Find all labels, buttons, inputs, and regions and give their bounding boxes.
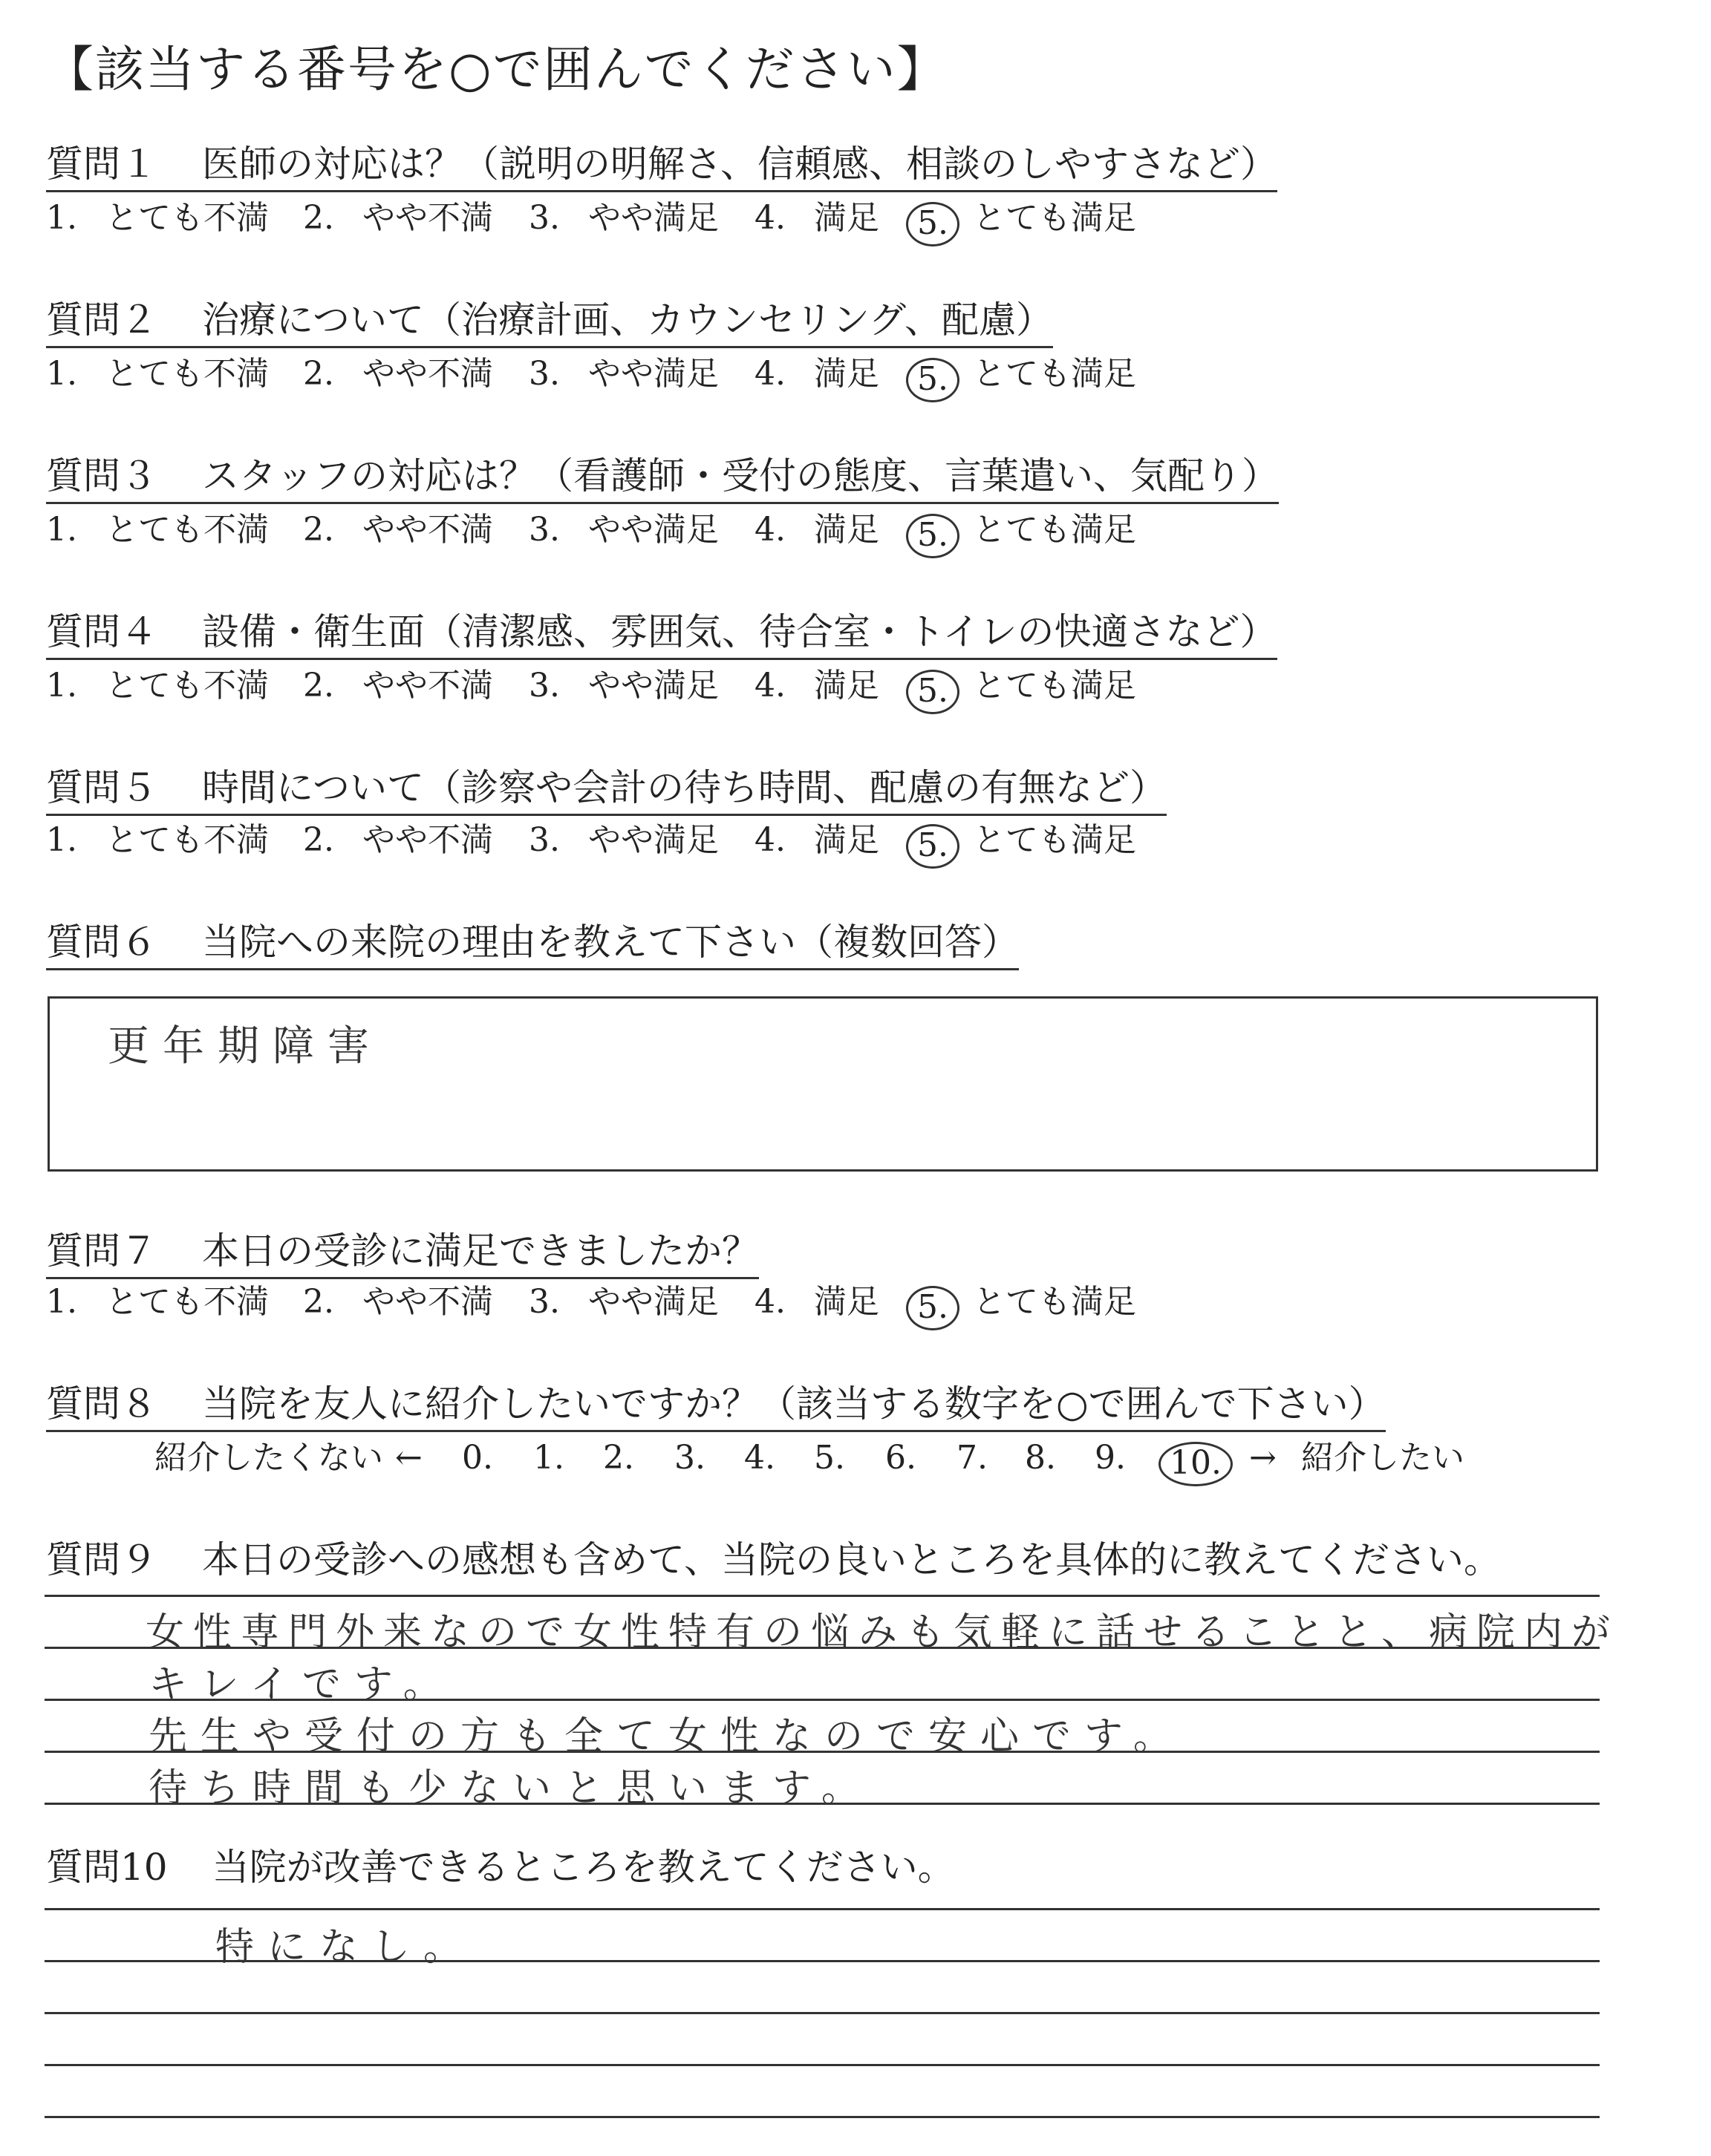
option-4-label[interactable]: 満足 bbox=[814, 511, 879, 549]
question-number: 質問７ bbox=[46, 1229, 157, 1273]
option-4-label[interactable]: 満足 bbox=[814, 821, 879, 859]
scale-option-10-circled[interactable]: 10. bbox=[1158, 1442, 1233, 1486]
option-3-label[interactable]: やや満足 bbox=[588, 199, 719, 237]
option-4-number[interactable]: 4. bbox=[755, 1283, 786, 1321]
option-4-number[interactable]: 4. bbox=[755, 667, 786, 705]
scale-option-1[interactable]: 1. bbox=[533, 1439, 564, 1477]
scale-option-9[interactable]: 9. bbox=[1095, 1439, 1126, 1477]
question-number: 質問４ bbox=[46, 610, 157, 653]
option-1-number[interactable]: 1. bbox=[46, 511, 77, 549]
question-number: 質問５ bbox=[46, 766, 157, 809]
answer-line bbox=[45, 1595, 1600, 1597]
option-2-label[interactable]: やや不満 bbox=[362, 667, 493, 705]
question-8 bbox=[46, 1382, 1386, 1432]
option-1-label[interactable]: とても不満 bbox=[105, 821, 269, 859]
option-2-label[interactable]: やや不満 bbox=[362, 355, 493, 393]
option-3-label[interactable]: やや満足 bbox=[588, 511, 719, 549]
question-2 bbox=[46, 298, 1053, 348]
option-3-number[interactable]: 3. bbox=[529, 821, 560, 859]
option-4-label[interactable]: 満足 bbox=[814, 667, 879, 705]
option-2-number[interactable]: 2. bbox=[303, 1283, 334, 1321]
answer-line bbox=[45, 1908, 1600, 1910]
handwritten-answer-line: キレイです。 bbox=[149, 1662, 455, 1707]
scale-option-0[interactable]: 0. bbox=[462, 1439, 493, 1477]
option-3-label[interactable]: やや満足 bbox=[588, 355, 719, 393]
question-6 bbox=[46, 921, 1019, 970]
option-5-number-circled[interactable]: 5. bbox=[906, 514, 959, 558]
option-4-number[interactable]: 4. bbox=[755, 199, 786, 237]
option-3-label[interactable]: やや満足 bbox=[588, 1283, 719, 1321]
question-text: 本日の受診に満足できましたか？ bbox=[202, 1229, 759, 1273]
question-number: 質問10 bbox=[46, 1846, 168, 1889]
option-5-label[interactable]: とても満足 bbox=[973, 667, 1136, 705]
answer-box-q6[interactable] bbox=[48, 996, 1598, 1172]
question-text: 設備・衛生面（清潔感、雰囲気、待合室・トイレの快適さなど） bbox=[202, 610, 1277, 653]
handwritten-answer: 更年期障害 bbox=[108, 1022, 382, 1071]
instruction-header: 【該当する番号を○で囲んでください】 bbox=[45, 41, 948, 98]
option-5-label[interactable]: とても満足 bbox=[973, 511, 1136, 549]
option-2-number[interactable]: 2. bbox=[303, 821, 334, 859]
option-3-label[interactable]: やや満足 bbox=[588, 821, 719, 859]
scale-option-8[interactable]: 8. bbox=[1025, 1439, 1056, 1477]
option-1-label[interactable]: とても不満 bbox=[105, 511, 269, 549]
handwritten-answer-line: 先生や受付の方も全て女性なので安心です。 bbox=[149, 1714, 1185, 1759]
option-1-label[interactable]: とても不満 bbox=[105, 355, 269, 393]
option-1-number[interactable]: 1. bbox=[46, 821, 77, 859]
option-2-number[interactable]: 2. bbox=[303, 511, 334, 549]
question-text: 当院を友人に紹介したいですか？（該当する数字を○で囲んで下さい） bbox=[202, 1382, 1386, 1425]
handwritten-answer-line: 待ち時間も少ないと思います。 bbox=[149, 1766, 873, 1811]
question-text: スタッフの対応は？（看護師・受付の態度、言葉遣い、気配り） bbox=[202, 454, 1279, 497]
option-1-label[interactable]: とても不満 bbox=[105, 1283, 269, 1321]
option-1-label[interactable]: とても不満 bbox=[105, 667, 269, 705]
option-5-label[interactable]: とても満足 bbox=[973, 1283, 1136, 1321]
scale-right-label: 紹介したい bbox=[1301, 1439, 1464, 1477]
scale-option-2[interactable]: 2. bbox=[603, 1439, 634, 1477]
question-text: 当院への来院の理由を教えて下さい（複数回答） bbox=[202, 921, 1019, 964]
handwritten-answer-line: 特になし。 bbox=[215, 1925, 476, 1970]
option-1-number[interactable]: 1. bbox=[46, 355, 77, 393]
question-number: 質問６ bbox=[46, 921, 157, 964]
question-4 bbox=[46, 610, 1277, 660]
option-5-label[interactable]: とても満足 bbox=[973, 355, 1136, 393]
option-2-label[interactable]: やや不満 bbox=[362, 1283, 493, 1321]
question-9 bbox=[46, 1538, 1501, 1586]
option-5-number-circled[interactable]: 5. bbox=[906, 670, 959, 714]
answer-line bbox=[45, 2012, 1600, 2014]
question-text: 時間について（診察や会計の待ち時間、配慮の有無など） bbox=[202, 766, 1167, 809]
question-1 bbox=[46, 143, 1277, 192]
option-4-label[interactable]: 満足 bbox=[814, 1283, 879, 1321]
option-1-number[interactable]: 1. bbox=[46, 1283, 77, 1321]
question-number: 質問３ bbox=[46, 454, 157, 497]
question-number: 質問１ bbox=[46, 143, 157, 186]
option-5-label[interactable]: とても満足 bbox=[973, 199, 1136, 237]
option-4-label[interactable]: 満足 bbox=[814, 199, 879, 237]
scale-option-4[interactable]: 4. bbox=[744, 1439, 775, 1477]
option-3-label[interactable]: やや満足 bbox=[588, 667, 719, 705]
option-2-label[interactable]: やや不満 bbox=[362, 199, 493, 237]
option-4-number[interactable]: 4. bbox=[755, 355, 786, 393]
answer-line bbox=[45, 2064, 1600, 2066]
question-10 bbox=[46, 1846, 955, 1893]
option-3-number[interactable]: 3. bbox=[529, 511, 560, 549]
option-2-label[interactable]: やや不満 bbox=[362, 821, 493, 859]
option-4-label[interactable]: 満足 bbox=[814, 355, 879, 393]
option-3-number[interactable]: 3. bbox=[529, 355, 560, 393]
option-4-number[interactable]: 4. bbox=[755, 511, 786, 549]
option-2-number[interactable]: 2. bbox=[303, 355, 334, 393]
option-4-number[interactable]: 4. bbox=[755, 821, 786, 859]
question-text: 治療について（治療計画、カウンセリング、配慮） bbox=[202, 298, 1053, 342]
scale-option-5[interactable]: 5. bbox=[814, 1439, 845, 1477]
option-5-number-circled[interactable]: 5. bbox=[906, 358, 959, 402]
question-number: 質問８ bbox=[46, 1382, 157, 1425]
question-5 bbox=[46, 766, 1167, 816]
question-text: 本日の受診への感想も含めて、当院の良いところを具体的に教えてください。 bbox=[202, 1538, 1501, 1581]
scale-left-label: 紹介したくない bbox=[154, 1439, 383, 1477]
scale-option-7[interactable]: 7. bbox=[956, 1439, 988, 1477]
option-3-number[interactable]: 3. bbox=[529, 199, 560, 237]
option-2-number[interactable]: 2. bbox=[303, 667, 334, 705]
answer-line bbox=[45, 2116, 1600, 2118]
right-arrow-icon: → bbox=[1249, 1439, 1277, 1477]
option-5-label[interactable]: とても満足 bbox=[973, 821, 1136, 859]
option-5-number-circled[interactable]: 5. bbox=[906, 202, 959, 246]
option-3-number[interactable]: 3. bbox=[529, 1283, 560, 1321]
option-1-number[interactable]: 1. bbox=[46, 199, 77, 237]
question-number: 質問９ bbox=[46, 1538, 157, 1581]
question-3 bbox=[46, 454, 1279, 504]
question-7 bbox=[46, 1229, 759, 1279]
question-number: 質問２ bbox=[46, 298, 157, 342]
option-5-number-circled[interactable]: 5. bbox=[906, 824, 959, 869]
question-text: 医師の対応は？（説明の明解さ、信頼感、相談のしやすさなど） bbox=[202, 143, 1277, 186]
option-2-label[interactable]: やや不満 bbox=[362, 511, 493, 549]
handwritten-answer-line: 女性専門外来なので女性特有の悩みも気軽に話せることと、病院内が bbox=[146, 1610, 1620, 1655]
option-1-label[interactable]: とても不満 bbox=[105, 199, 269, 237]
scale-option-3[interactable]: 3. bbox=[674, 1439, 705, 1477]
option-2-number[interactable]: 2. bbox=[303, 199, 334, 237]
scale-option-6[interactable]: 6. bbox=[885, 1439, 916, 1477]
question-text: 当院が改善できるところを教えてください。 bbox=[212, 1846, 955, 1889]
option-1-number[interactable]: 1. bbox=[46, 667, 77, 705]
left-arrow-icon: ← bbox=[395, 1439, 423, 1477]
option-5-number-circled[interactable]: 5. bbox=[906, 1286, 959, 1330]
option-3-number[interactable]: 3. bbox=[529, 667, 560, 705]
